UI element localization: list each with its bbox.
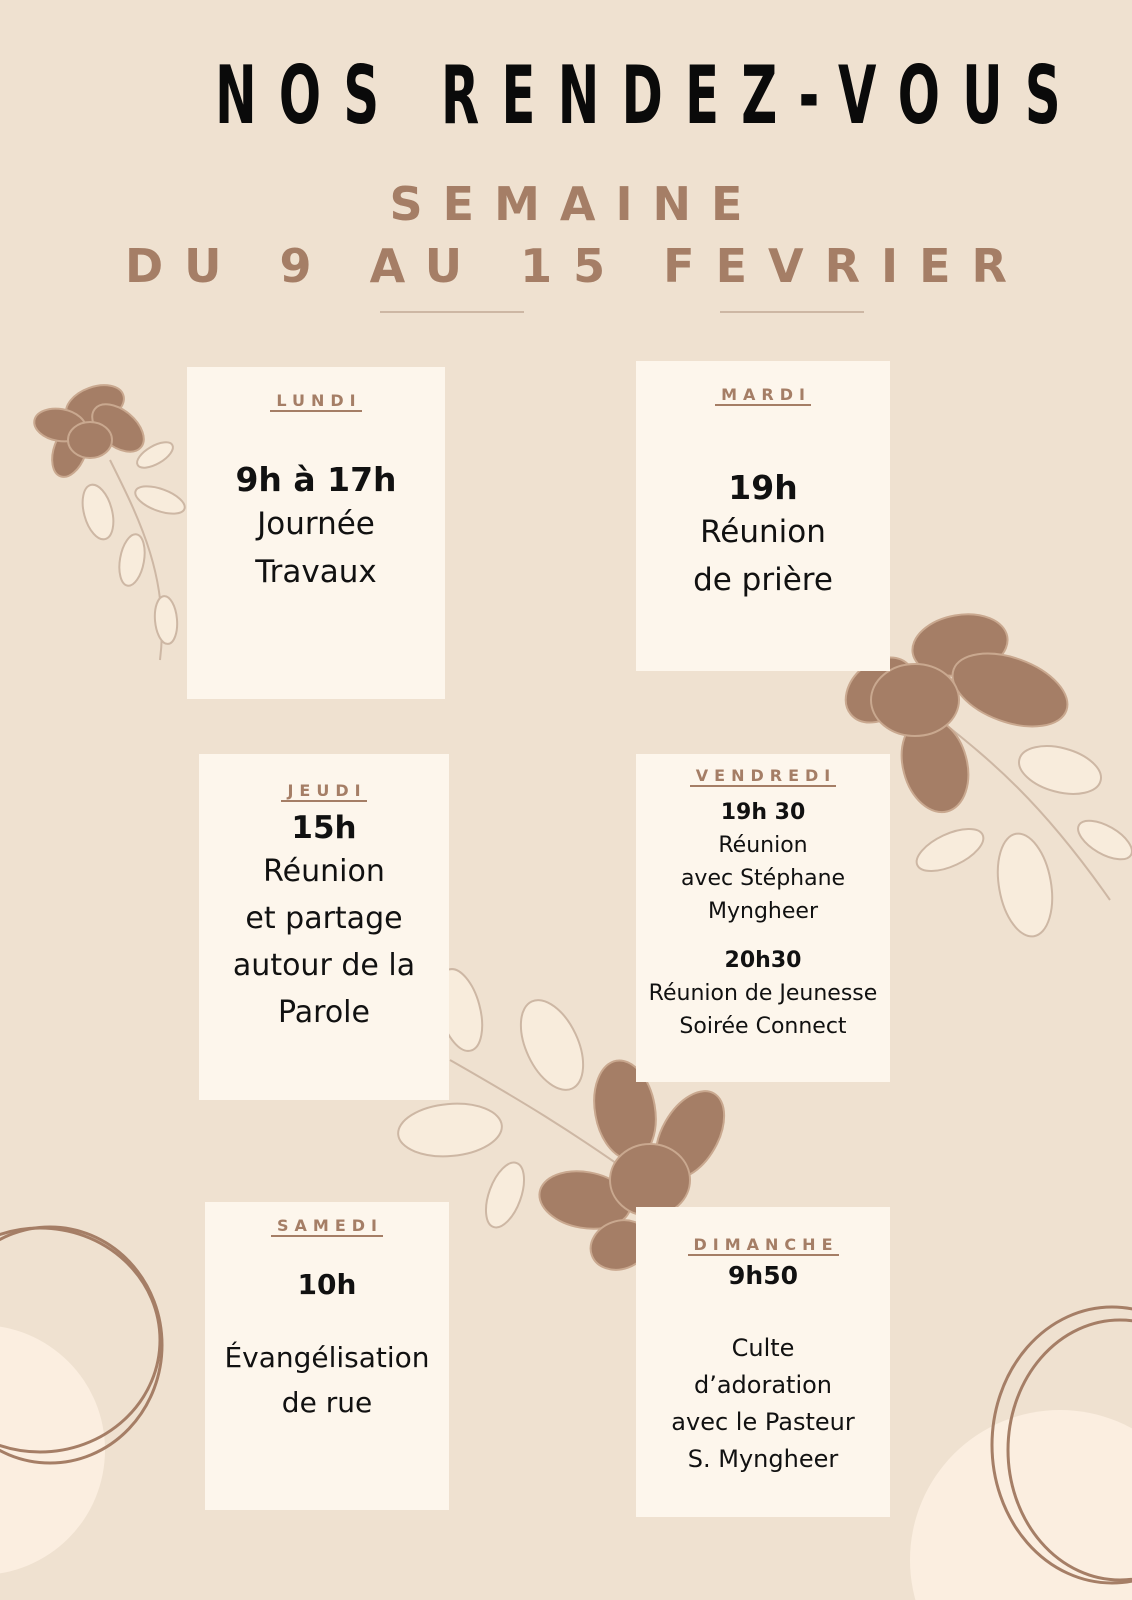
leaf-icon	[77, 437, 188, 660]
event-line: S. Myngheer	[687, 1445, 839, 1473]
time-mardi: 19h	[728, 468, 798, 507]
event-line: Myngheer	[708, 899, 818, 924]
divider-left	[380, 311, 524, 313]
event-line: de rue	[281, 1386, 373, 1419]
time-lundi: 9h à 17h	[235, 460, 397, 499]
event-mardi	[636, 508, 890, 604]
card-dimanche	[636, 1207, 890, 1517]
card-vendredi	[636, 754, 890, 1082]
day-label-jeudi: JEUDI	[281, 782, 366, 802]
event-line: d’adoration	[693, 1371, 833, 1399]
page-title: NOS RENDEZ-VOUS	[215, 49, 1083, 142]
event-line: Réunion de Jeunesse	[648, 981, 878, 1006]
event-line: et partage	[245, 901, 403, 936]
subtitle-dates: DU 9 AU 15 FEVRIER	[125, 239, 1028, 293]
divider-right	[720, 311, 864, 313]
event-line: Réunion	[263, 854, 385, 889]
event-line: Évangélisation	[224, 1341, 430, 1374]
event-line: avec le Pasteur	[671, 1408, 855, 1436]
day-label-mardi: MARDI	[715, 386, 811, 406]
event-line: Parole	[278, 995, 370, 1030]
event-line: Culte	[731, 1334, 795, 1362]
event-lundi	[187, 500, 445, 596]
event-line: avec Stéphane	[680, 866, 846, 891]
flower-icon	[32, 378, 153, 482]
subtitle-week: SEMAINE	[389, 177, 763, 231]
event-line: Journée	[257, 506, 375, 542]
card-lundi	[187, 367, 445, 699]
day-label-vendredi: VENDREDI	[690, 767, 836, 787]
time-vendredi-1: 19h 30	[720, 800, 806, 825]
event-line: Réunion	[700, 514, 826, 550]
event-line: Travaux	[255, 554, 377, 590]
day-label-samedi: SAMEDI	[271, 1217, 383, 1237]
event-line: Réunion	[718, 833, 808, 858]
event-line: autour de la	[232, 948, 416, 983]
event-vendredi-2	[636, 977, 890, 1043]
pale-disc-right	[910, 1410, 1132, 1600]
card-samedi	[205, 1202, 449, 1510]
event-line: Soirée Connect	[679, 1014, 847, 1039]
event-vendredi-1	[636, 829, 890, 928]
event-line: de prière	[693, 562, 833, 598]
event-jeudi	[199, 848, 449, 1036]
day-label-dimanche: DIMANCHE	[688, 1236, 839, 1256]
event-samedi	[205, 1335, 449, 1425]
day-label-lundi: LUNDI	[270, 392, 361, 412]
time-jeudi: 15h	[291, 810, 357, 846]
card-mardi	[636, 361, 890, 671]
event-dimanche	[636, 1330, 890, 1478]
card-jeudi	[199, 754, 449, 1100]
time-vendredi-2: 20h30	[724, 948, 802, 973]
time-dimanche: 9h50	[728, 1261, 798, 1290]
time-samedi: 10h	[297, 1268, 357, 1301]
